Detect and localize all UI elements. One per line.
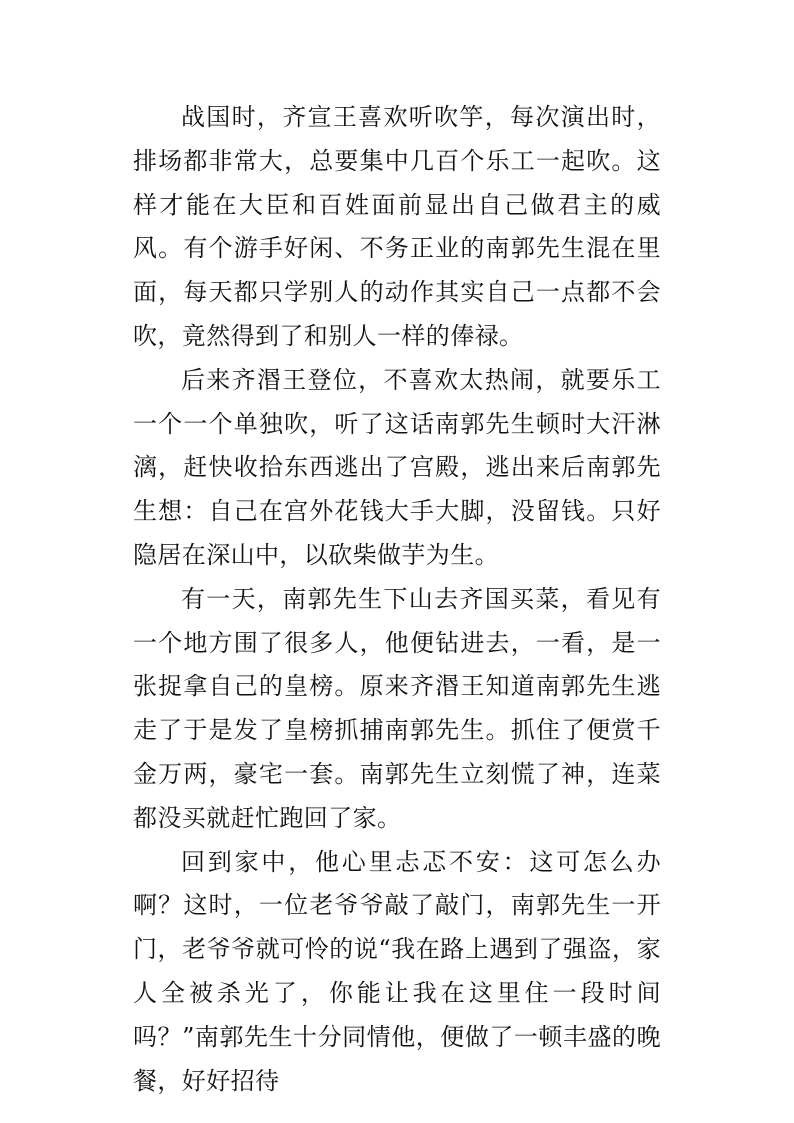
document-body (133, 96, 661, 1103)
paragraph-2: 后来齐湣王登位，不喜欢太热闹，就要乐工一个一个单独吹，听了这话南郭先生顿时大汗淋漓，赶快收拾东西逃出了宫殿，逃出来后南郭先生想：自己在宫外花钱大手大脚，没留钱。只好隐居在深山中，以砍柴做芋为生。 (133, 365, 661, 569)
paragraph-3: 有一天，南郭先生下山去齐国买菜，看见有一个地方围了很多人，他便钻进去，一看，是一张捉拿自己的皇榜。原来齐湣王知道南郭先生逃走了于是发了皇榜抓捕南郭先生。抓住了便赏千金万两，豪宅一套。南郭先生立刻慌了神，连菜都没买就赶忙跑回了家。 (133, 584, 661, 832)
paragraph-1: 战国时，齐宣王喜欢听吹竽，每次演出时，排场都非常大，总要集中几百个乐工一起吹。这样才能在大臣和百姓面前显出自己做君主的威风。有个游手好闲、不务正业的南郭先生混在里面，每天都只学别人的动作其实自己一点都不会吹，竟然得到了和别人一样的俸禄。 (133, 103, 661, 350)
paragraph-4: 回到家中，他心里忐忑不安：这可怎么办啊？这时，一位老爷爷敲了敲门，南郭先生一开门，老爷爷就可怜的说“我在路上遇到了强盗，家人全被杀光了，你能让我在这里住一段时间吗？”南郭先生十分同情他，便做了一顿丰盛的晚餐，好好招待 (133, 847, 661, 1095)
